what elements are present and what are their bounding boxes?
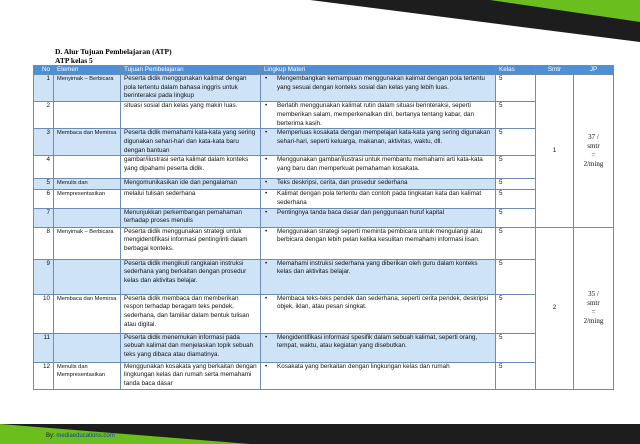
- table-row: [34, 102, 614, 129]
- corner-decoration-green: [490, 0, 640, 22]
- row-number: 5: [34, 179, 54, 190]
- bullet-icon: •: [265, 294, 268, 302]
- bullet-icon: •: [265, 362, 268, 370]
- row-tujuan: Peserta didik menemukan informasi pada sebuah kalimat dan menjelaskan topik sebuah teks yang dibaca atau diamatinya.: [121, 333, 261, 362]
- semester-cell: 2: [536, 227, 574, 389]
- row-tujuan: Peserta didik menggunakan strategi untuk mengidentifikasi informasi penting/inti dalam berbagai konteks.: [121, 227, 261, 259]
- col-header-smtr: Smtr: [536, 66, 574, 75]
- table-header-row: [34, 66, 614, 75]
- row-materi: [261, 227, 496, 259]
- materi-text: Mengidentifikasi informasi spesifik dalam sebuah kalimat, seperti orang, tempat, waktu, atau kegiatan yang disebutkan.: [277, 333, 478, 350]
- row-kelas: 5: [496, 294, 536, 333]
- row-tujuan: melalui tulisan sederhana: [121, 190, 261, 208]
- bullet-icon: •: [265, 259, 268, 267]
- table-row: [34, 179, 614, 190]
- bullet-icon: •: [265, 333, 268, 341]
- materi-text: Berlatih menggunakan kalimat rutin dalam situasi berinteraksi, seperti memberikan salam, memperkenalkan diri, bertanya tentang kabar, dan berterima kasih.: [277, 102, 475, 127]
- class-heading: ATP kelas 5: [55, 56, 93, 65]
- bullet-icon: •: [265, 227, 268, 235]
- materi-text: Menggunakan strategi seperti meminta pembicara untuk mengulangi atau berbicara dengan lebih pelan ketika kesulitan memahami informasi lisan.: [277, 227, 483, 244]
- bullet-icon: •: [265, 208, 268, 216]
- materi-text: Memahami instruksi sederhana yang diberikan oleh guru dalam konteks kelas dan aktivitas belajar.: [277, 259, 478, 276]
- row-elemen: Menyimak – Berbicara: [54, 227, 121, 259]
- row-elemen: [54, 333, 121, 362]
- row-number: 3: [34, 129, 54, 156]
- footer-accent: [0, 424, 250, 444]
- jp-cell: [574, 227, 614, 389]
- row-materi: [261, 208, 496, 227]
- bullet-icon: •: [265, 179, 268, 187]
- row-number: 9: [34, 259, 54, 294]
- row-materi: [261, 333, 496, 362]
- col-header-kelas: Kelas: [496, 66, 536, 75]
- jp-line: 2/ming: [583, 317, 604, 326]
- row-elemen: Menyimak – Berbicara: [54, 75, 121, 102]
- row-number: 10: [34, 294, 54, 333]
- materi-text: Memperluas kosakata dengan mempelajari kata-kata yang sering digunakan sehari-hari, seperti keluarga, makanan, aktivitas, waktu, dll.: [277, 129, 491, 145]
- row-kelas: 5: [496, 179, 536, 190]
- row-tujuan: Peserta didik menggunakan kalimat dengan pola tertentu dalam bahasa inggris untuk berinteraksi pada lingkup: [121, 75, 261, 102]
- row-kelas: 5: [496, 227, 536, 259]
- row-kelas: 5: [496, 362, 536, 389]
- materi-text: Kalimat dengan pola tertentu dan contoh pada tingkatan kata dan kalimat sederhana: [277, 190, 482, 207]
- table-row: [34, 208, 614, 227]
- row-number: 11: [34, 333, 54, 362]
- table-row: [34, 129, 614, 156]
- bullet-icon: •: [265, 102, 268, 110]
- row-kelas: 5: [496, 333, 536, 362]
- bullet-icon: •: [265, 129, 268, 137]
- row-kelas: 5: [496, 129, 536, 156]
- row-kelas: 5: [496, 156, 536, 179]
- row-materi: [261, 179, 496, 190]
- row-materi: [261, 190, 496, 208]
- jp-line: smtr: [587, 141, 600, 150]
- atp-table: [33, 65, 614, 390]
- materi-text: Kosakata yang berkaitan dengan lingkungan kelas dan rumah: [277, 362, 450, 370]
- row-kelas: 5: [496, 102, 536, 129]
- row-materi: [261, 362, 496, 389]
- row-elemen: Menulis dan Mempresentasikan: [54, 362, 121, 389]
- row-materi: [261, 156, 496, 179]
- col-header-elemen: Elemen: [54, 66, 121, 75]
- table-row: [34, 190, 614, 208]
- bullet-icon: •: [265, 75, 268, 82]
- footer-prefix: By:: [46, 433, 57, 439]
- table-row: [34, 259, 614, 294]
- footer-credit: [46, 433, 115, 439]
- row-tujuan: gambar/ilustrasi serta kalimat dalam konteks yang dipahami peserta didik.: [121, 156, 261, 179]
- row-number: 4: [34, 156, 54, 179]
- jp-line: 37 /: [588, 132, 599, 141]
- row-number: 8: [34, 227, 54, 259]
- row-tujuan: Mengomunikasikan ide dan pengalaman: [121, 179, 261, 190]
- table-row: [34, 227, 614, 259]
- row-elemen: Membaca dan Memirsa: [54, 129, 121, 156]
- row-elemen: Menulis dan: [54, 179, 121, 190]
- table-row: [34, 362, 614, 389]
- row-kelas: 5: [496, 259, 536, 294]
- table-row: [34, 156, 614, 179]
- col-header-no: No: [34, 66, 54, 75]
- row-tujuan: Menggunakan kosakata yang berkaitan dengan lingkungan kelas dan rumah serta memahami tanda baca dasar: [121, 362, 261, 389]
- col-header-tujuan: Tujuan Pembelajaran: [121, 66, 261, 75]
- row-elemen: [54, 208, 121, 227]
- semester-cell: 1: [536, 75, 574, 228]
- bullet-icon: •: [265, 190, 268, 198]
- materi-text: Teks deskripsi, cerita, dan prosedur sederhana: [277, 179, 408, 187]
- row-elemen: Mempresentasikan: [54, 190, 121, 208]
- document: [33, 47, 613, 390]
- table-row: [34, 294, 614, 333]
- row-kelas: 5: [496, 75, 536, 102]
- row-number: 7: [34, 208, 54, 227]
- section-heading: D. Alur Tujuan Pembelajaran (ATP): [55, 47, 172, 56]
- table-row: [34, 75, 614, 102]
- jp-cell: [574, 75, 614, 228]
- jp-line: 2/ming: [583, 159, 604, 168]
- jp-line: =: [591, 308, 596, 317]
- jp-line: =: [591, 150, 596, 159]
- row-materi: [261, 259, 496, 294]
- bullet-icon: •: [265, 156, 268, 164]
- jp-line: 35 /: [588, 290, 599, 299]
- row-number: 1: [34, 75, 54, 102]
- materi-text: Menggunakan gambar/ilustrasi untuk membantu memahami arti kata-kata yang baru dan memperkuat pemahaman kosakata.: [277, 156, 483, 173]
- row-elemen: [54, 102, 121, 129]
- row-tujuan: Peserta didik membaca dan memberikan respon terhadap beragam teks pendek, sederhana, dan familiar dalam bentuk tulisan atau digital.: [121, 294, 261, 333]
- jp-line: smtr: [587, 299, 600, 308]
- row-tujuan: Peserta didik mengikuti rangkaian instruksi sederhana yang berkaitan dengan prosedur kelas dan aktivitas belajar.: [121, 259, 261, 294]
- row-number: 6: [34, 190, 54, 208]
- row-materi: [261, 294, 496, 333]
- table-row: [34, 333, 614, 362]
- row-tujuan: Peserta didik memahami kata-kata yang sering digunakan sehari-hari dan kata-kata baru dengan bantuan: [121, 129, 261, 156]
- row-kelas: 5: [496, 190, 536, 208]
- footer-site-link[interactable]: mediaeducations.com: [56, 433, 115, 439]
- row-materi: [261, 129, 496, 156]
- row-elemen: Membaca dan Memirsa: [54, 294, 121, 333]
- row-materi: [261, 75, 496, 102]
- col-header-materi: Lingkup Materi: [261, 66, 496, 75]
- materi-text: Membaca teks-teks pendek dan sederhana, seperti cerita pendek, deskripsi objek, iklan, atau pesan singkat.: [277, 294, 489, 311]
- materi-text: Mengembangkan kemampuan menggunakan kalimat dengan pola tertentu yang sesuai dengan konteks sosial dan kelas yang lebih luas.: [277, 75, 485, 91]
- col-header-jp: JP: [574, 66, 614, 75]
- row-tujuan: situasi sosial dan kelas yang makin luas.: [121, 102, 261, 129]
- row-materi: [261, 102, 496, 129]
- row-number: 12: [34, 362, 54, 389]
- materi-text: Pentingnya tanda baca dasar dan penggunaan huruf kapital: [277, 208, 444, 216]
- row-number: 2: [34, 102, 54, 129]
- row-tujuan: Menunjukkan perkembangan pemahaman terhadap proses menulis: [121, 208, 261, 227]
- row-elemen: [54, 156, 121, 179]
- row-kelas: 5: [496, 208, 536, 227]
- row-elemen: [54, 259, 121, 294]
